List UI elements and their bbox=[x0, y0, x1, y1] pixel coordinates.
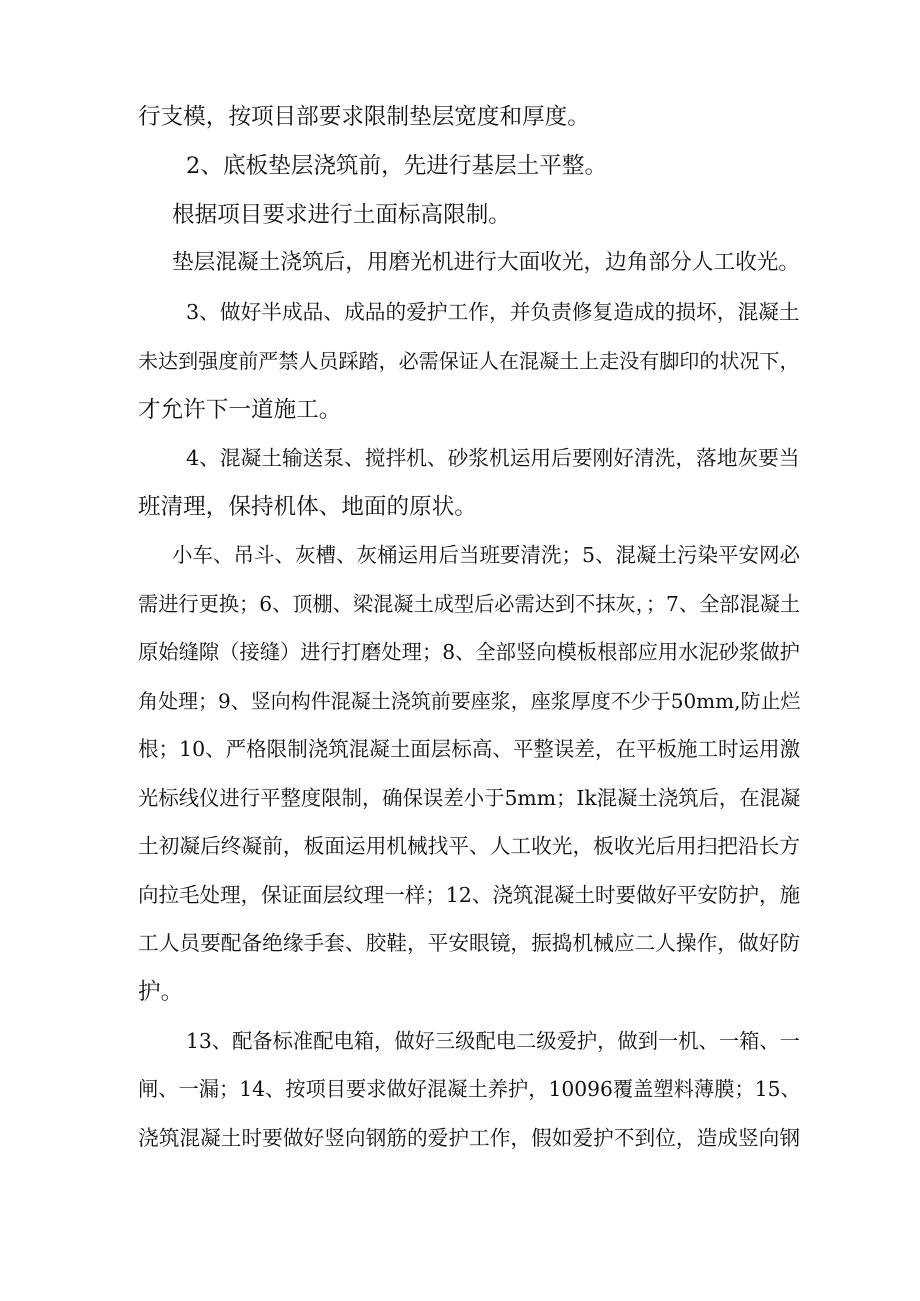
text-line-17: 向拉毛处理，保证面层纹理一样；12、浇筑混凝土时要做好平安防护，施 bbox=[138, 883, 801, 907]
text-line-16: 土初凝后终凝前，板面运用机械找平、人工收光，板收光后用扫把沿长方 bbox=[138, 834, 801, 858]
text-line-18: 工人员要配备绝缘手套、胶鞋，平安眼镜，振捣机械应二人操作，做好防 bbox=[138, 931, 801, 955]
text-line-20: 13、配备标准配电箱，做好三级配电二级爱护，做到一机、一箱、一 bbox=[186, 1029, 800, 1053]
text-line-13: 角处理；9、竖向构件混凝土浇筑前要座浆，座浆厚度不少于50mm,防止烂 bbox=[138, 689, 801, 713]
text-line-11: 需进行更换；6、顶棚、梁混凝土成型后必需达到不抹灰，；7、全部混凝土 bbox=[138, 592, 801, 616]
text-line-2: 2、底板垫层浇筑前，先进行基层土平整。 bbox=[186, 153, 608, 179]
text-line-4: 垫层混凝土浇筑后，用磨光机进行大面收光，边角部分人工收光。 bbox=[172, 250, 801, 275]
text-line-14: 根；10、严格限制浇筑混凝土面层标高、平整误差，在平板施工时运用激 bbox=[138, 737, 801, 761]
text-line-22: 浇筑混凝土时要做好竖向钢筋的爱护工作，假如爱护不到位，造成竖向钢 bbox=[138, 1126, 801, 1150]
text-line-6: 未达到强度前严禁人员踩踏，必需保证人在混凝土上走没有脚印的状况下， bbox=[138, 349, 800, 373]
text-line-15: 光标线仪进行平整度限制，确保误差小于5mm；Ik混凝土浇筑后，在混凝 bbox=[138, 786, 801, 810]
text-line-9: 班清理，保持机体、地面的原状。 bbox=[138, 494, 477, 520]
text-line-12: 原始缝隙（接缝）进行打磨处理；8、全部竖向模板根部应用水泥砂浆做护 bbox=[138, 640, 800, 664]
text-line-3: 根据项目要求进行土面标高限制。 bbox=[172, 202, 511, 228]
text-line-8: 4、混凝土输送泵、搅拌机、砂浆机运用后要刚好清洗，落地灰要当 bbox=[186, 446, 800, 470]
text-line-5: 3、做好半成品、成品的爱护工作，并负责修复造成的损坏，混凝土 bbox=[186, 300, 800, 324]
text-line-21: 闸、一漏；14、按项目要求做好混凝土养护，10096覆盖塑料薄膜；15、 bbox=[138, 1077, 801, 1101]
text-line-10: 小车、吊斗、灰槽、灰桶运用后当班要清洗；5、混凝土污染平安网必 bbox=[172, 543, 801, 567]
text-line-7: 才允许下一道施工。 bbox=[138, 397, 342, 423]
text-line-1: 行支模，按项目部要求限制垫层宽度和厚度。 bbox=[138, 104, 590, 130]
text-line-19: 护。 bbox=[138, 979, 184, 1005]
